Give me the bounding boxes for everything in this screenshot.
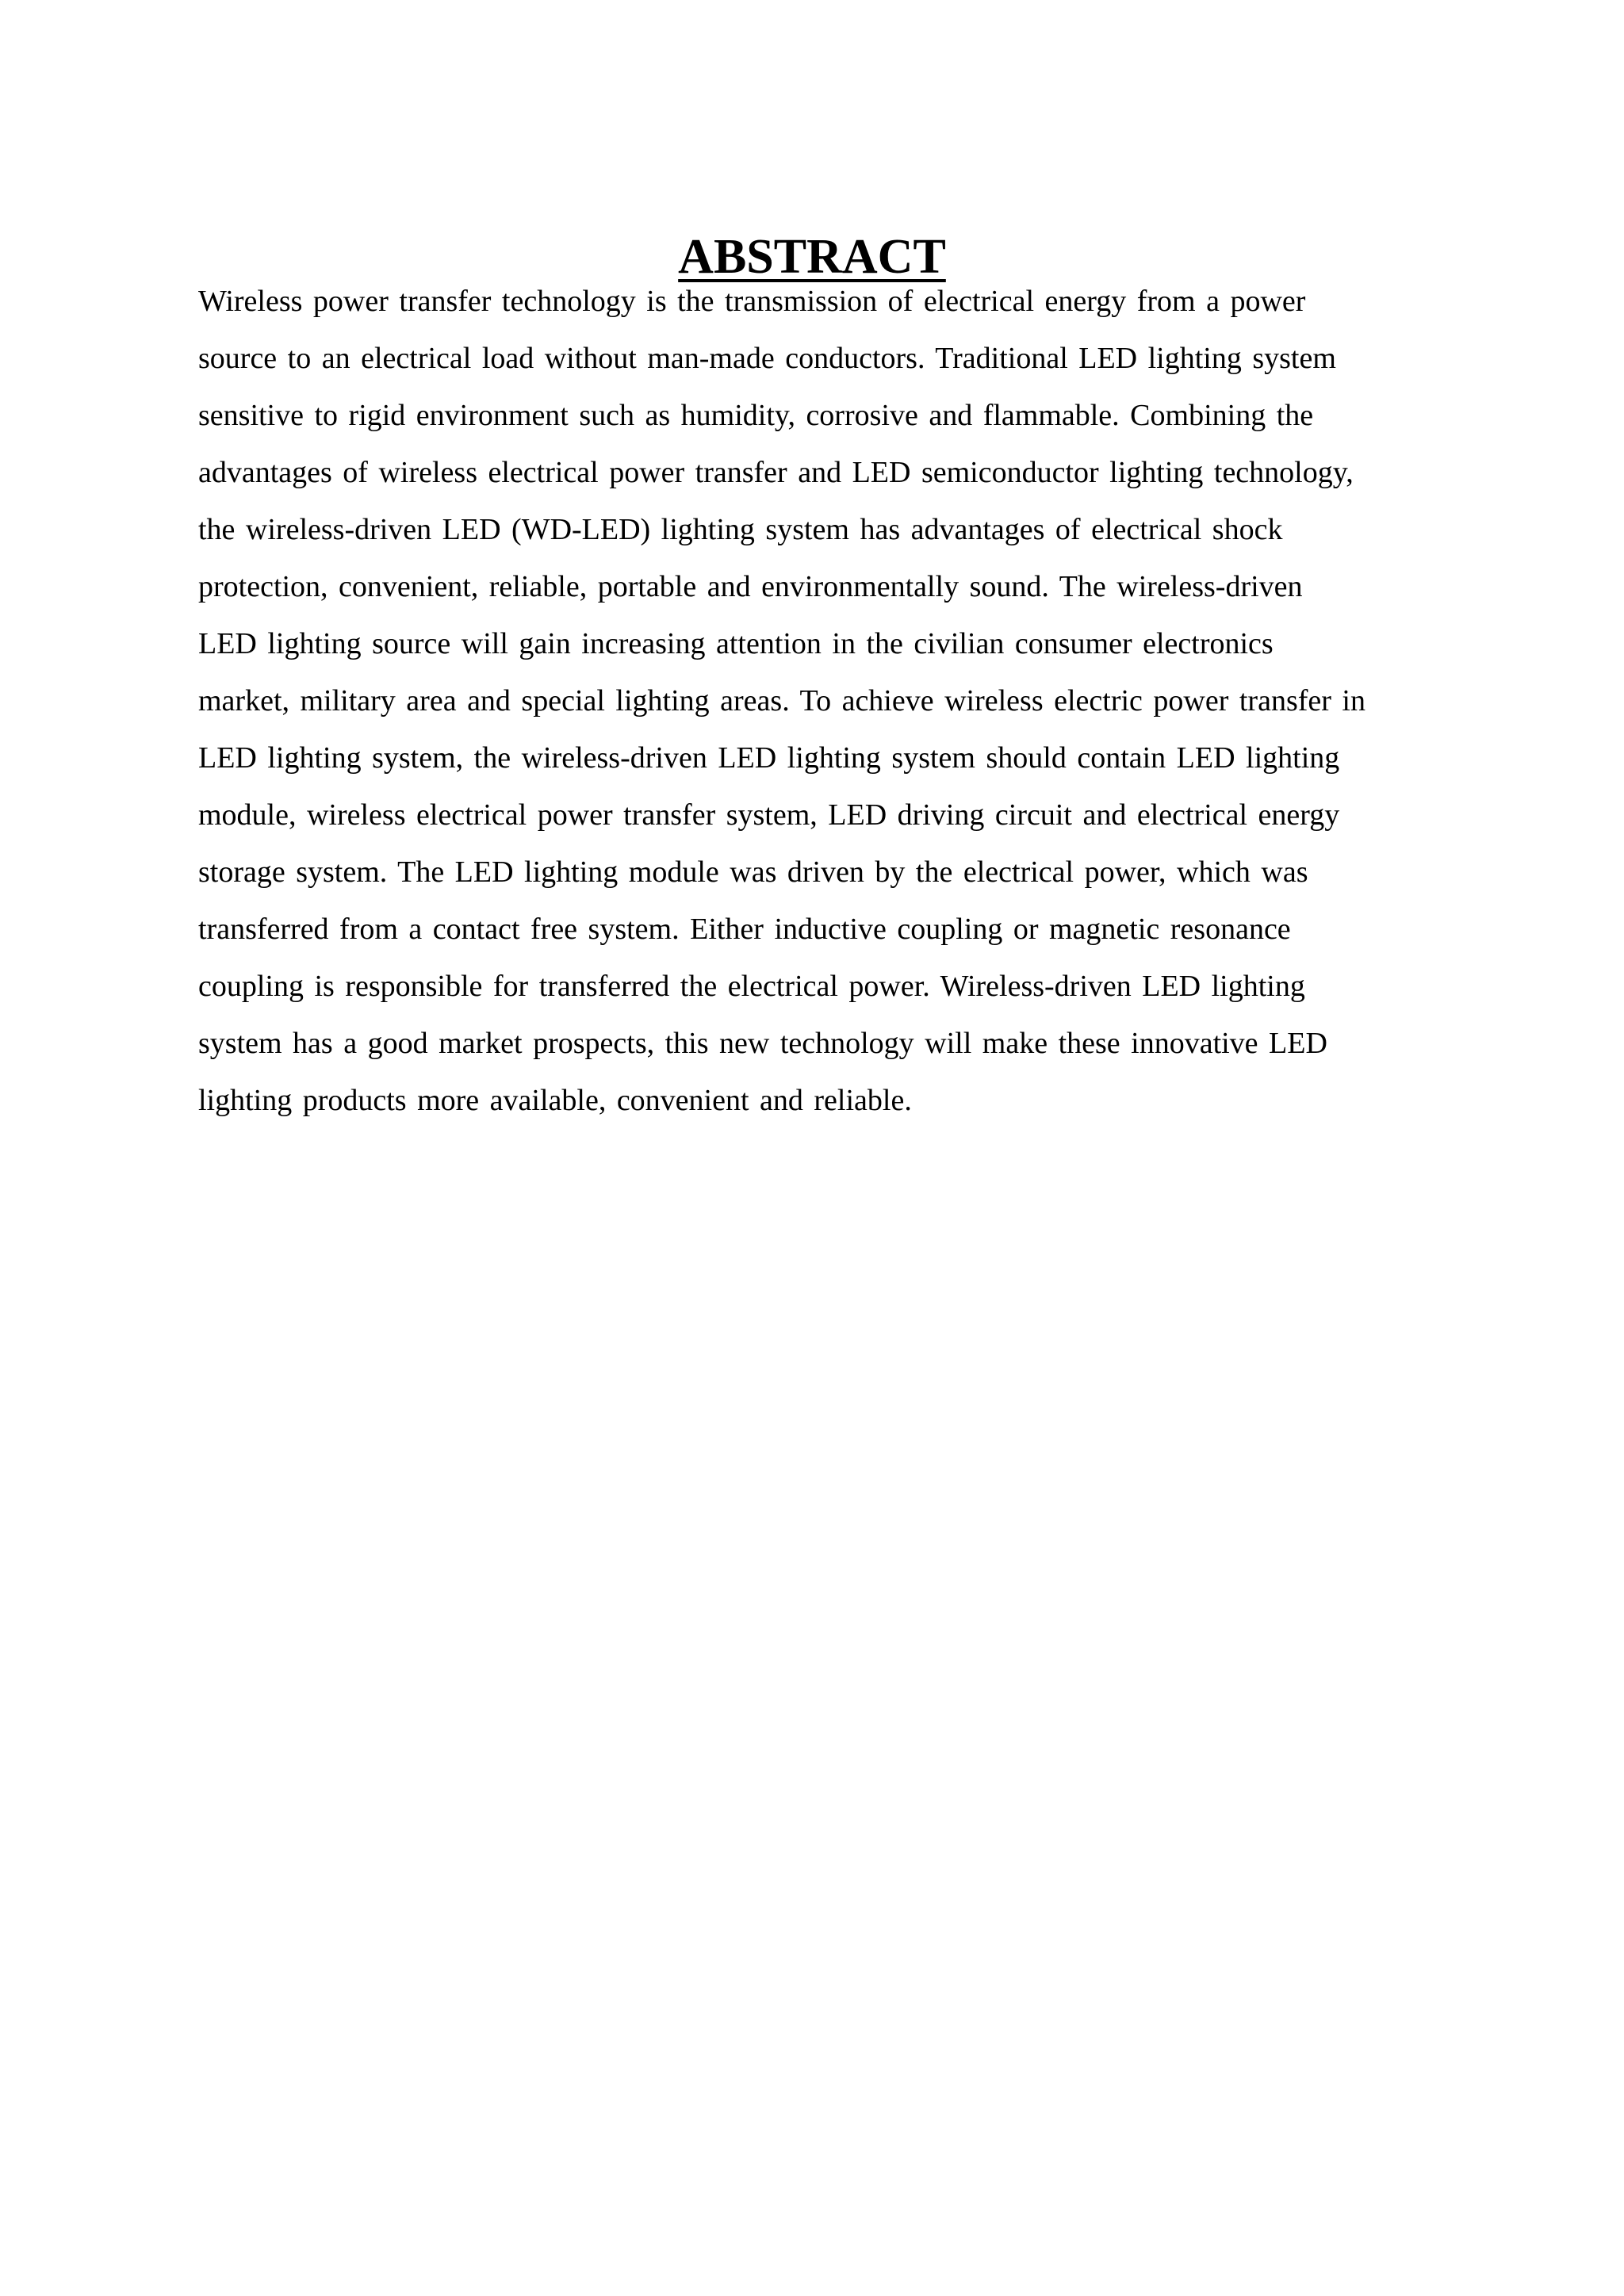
abstract-line: the wireless-driven LED (WD-LED) lighting system has advantages of electrical shock: [198, 513, 1283, 546]
abstract-line: lighting products more available, convenient and reliable.: [198, 1084, 912, 1117]
abstract-line: Wireless power transfer technology is the transmission of electrical energy from a power: [198, 285, 1306, 318]
abstract-line: coupling is responsible for transferred the electrical power. Wireless-driven LED lighting: [198, 970, 1305, 1003]
abstract-line: protection, convenient, reliable, portable and environmentally sound. The wireless-driven: [198, 570, 1303, 603]
abstract-heading: ABSTRACT: [678, 229, 946, 284]
abstract-line: market, military area and special lighting areas. To achieve wireless electric power transfer in: [198, 684, 1365, 718]
abstract-line: LED lighting system, the wireless-driven LED lighting system should contain LED lighting: [198, 741, 1340, 775]
abstract-line: LED lighting source will gain increasing attention in the civilian consumer electronics: [198, 627, 1274, 660]
abstract-line: transferred from a contact free system. Either inductive coupling or magnetic resonance: [198, 913, 1291, 946]
abstract-line: storage system. The LED lighting module was driven by the electrical power, which was: [198, 855, 1308, 889]
abstract-line: advantages of wireless electrical power transfer and LED semiconductor lighting technology,: [198, 456, 1354, 489]
abstract-line: source to an electrical load without man-made conductors. Traditional LED lighting system: [198, 342, 1336, 375]
abstract-line: system has a good market prospects, this new technology will make these innovative LED: [198, 1027, 1327, 1060]
abstract-line: module, wireless electrical power transfer system, LED driving circuit and electrical energy: [198, 798, 1340, 832]
abstract-line: sensitive to rigid environment such as humidity, corrosive and flammable. Combining the: [198, 399, 1314, 432]
abstract-paragraph: [198, 273, 1435, 1129]
